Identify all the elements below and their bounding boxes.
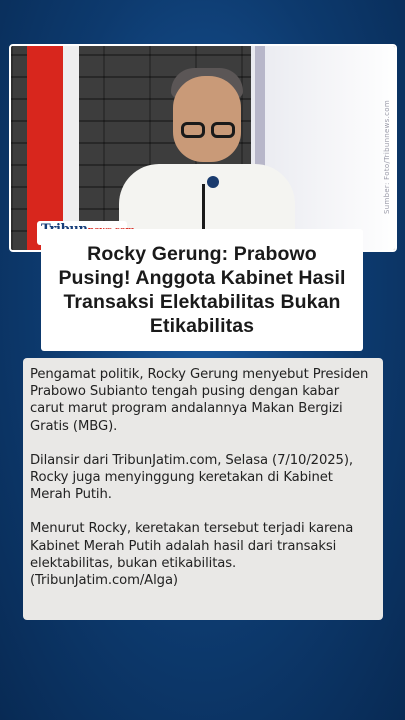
article-body-card [23, 358, 383, 620]
microphone-icon [207, 176, 219, 188]
headline: Rocky Gerung: Prabowo Pusing! Anggota Kabinet Hasil Transaksi Elektabilitas Bukan Etikabilitas [58, 243, 346, 337]
article-paragraph-1: Pengamat politik, Rocky Gerung menyebut Presiden Prabowo Subianto tengah pusing dengan kabar carut marut program andalannya Makan Bergizi Gratis (MBG). [30, 367, 369, 434]
article-paragraph-3: Menurut Rocky, keretakan tersebut terjadi karena Kabinet Merah Putih adalah hasil dari transaksi elektabilitas, bukan etikabilitas. (TribunJatim.com/Alga) [30, 521, 354, 589]
news-photo [9, 44, 397, 252]
photo-credit: Sumber: Foto/Tribunnews.com [383, 100, 391, 215]
headline-card [41, 229, 363, 351]
glasses-icon [181, 122, 239, 138]
article-paragraph-2: Dilansir dari TribunJatim.com, Selasa (7/10/2025), Rocky juga menyinggung keretakan di Kabinet Merah Putih. [30, 452, 353, 503]
speaker-face [173, 76, 241, 162]
